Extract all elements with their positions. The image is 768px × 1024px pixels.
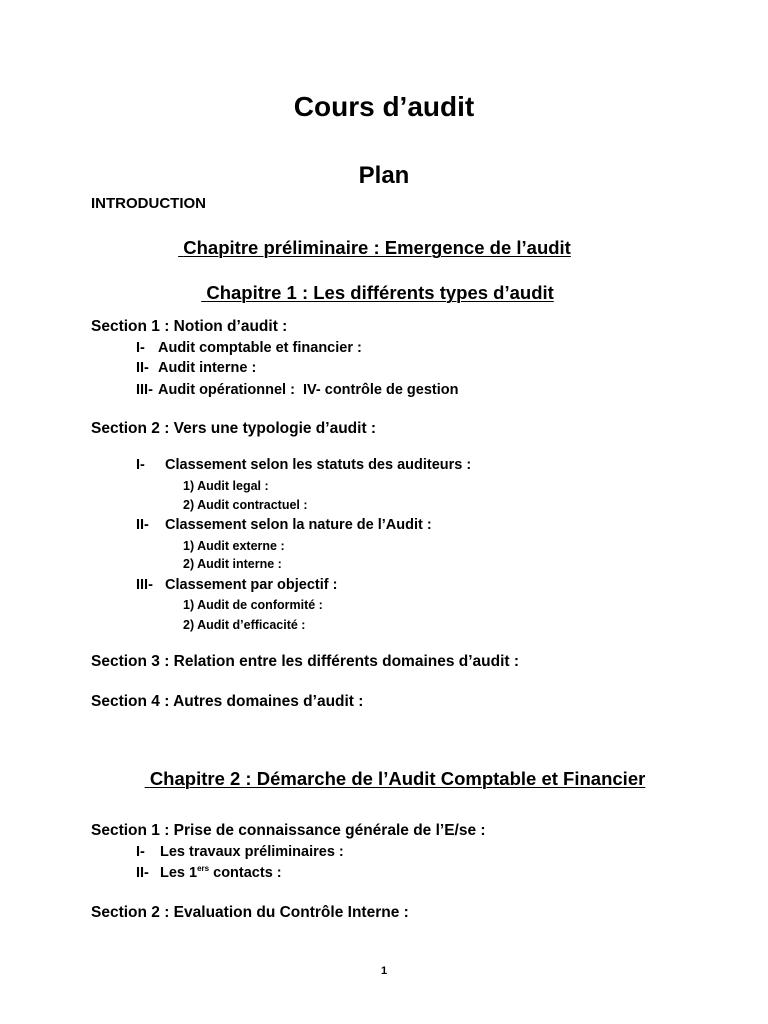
chapter-preliminary-heading bbox=[0, 237, 749, 259]
section-heading: Section 2 : Vers une typologie d’audit : bbox=[91, 420, 377, 437]
sub-list-item: 1) Audit legal : bbox=[183, 479, 269, 493]
plan-heading: Plan bbox=[358, 162, 410, 189]
list-item-text-after: contacts : bbox=[209, 865, 282, 881]
section-heading: Section 3 : Relation entre les différents domaines d’audit : bbox=[91, 653, 520, 670]
superscript-ordinal: ers bbox=[197, 864, 210, 874]
sub-list-item: 1) Audit de conformité : bbox=[183, 598, 323, 612]
section-heading: Section 1 : Notion d’audit : bbox=[91, 318, 288, 335]
sub-list-item: 2) Audit interne : bbox=[183, 557, 282, 571]
section-heading: Section 1 : Prise de connaissance générale de l’E/se : bbox=[91, 822, 486, 839]
list-item-text: Audit opérationnel : IV- contrôle de gestion bbox=[158, 382, 459, 398]
list-item-text: Audit interne : bbox=[158, 360, 257, 376]
section-heading: Section 2 : Evaluation du Contrôle Interne : bbox=[91, 904, 409, 921]
chapter-preliminary-title: Chapitre préliminaire : Emergence de l’audit bbox=[183, 237, 571, 258]
list-item-text: Les travaux préliminaires : bbox=[160, 844, 344, 860]
sub-list-item: 2) Audit contractuel : bbox=[183, 498, 308, 512]
document-title: Cours d’audit bbox=[293, 91, 475, 122]
list-item-number: I- bbox=[136, 457, 145, 473]
list-item bbox=[136, 360, 256, 377]
list-item-number: II- bbox=[136, 360, 149, 376]
list-item-text: Classement par objectif : bbox=[165, 577, 338, 593]
chapter-2-title: Chapitre 2 : Démarche de l’Audit Comptable et Financier bbox=[149, 768, 646, 789]
list-item-number: I- bbox=[136, 340, 145, 356]
list-item-number: I- bbox=[136, 844, 145, 860]
list-item bbox=[136, 865, 282, 882]
list-item bbox=[136, 340, 362, 357]
list-item-number: III- bbox=[136, 577, 153, 593]
page-number: 1 bbox=[380, 965, 388, 977]
list-item-text: Classement selon les statuts des auditeurs : bbox=[165, 457, 472, 473]
list-item bbox=[136, 457, 471, 474]
section-heading: Section 4 : Autres domaines d’audit : bbox=[91, 693, 364, 710]
chapter-1-title: Chapitre 1 : Les différents types d’audit bbox=[206, 282, 554, 303]
list-item-number: II- bbox=[136, 517, 149, 533]
list-item-number: III- bbox=[136, 382, 153, 398]
list-item-text-before: Les 1 bbox=[160, 865, 198, 881]
list-item bbox=[136, 844, 344, 861]
sub-list-item: 1) Audit externe : bbox=[183, 539, 285, 553]
list-item bbox=[136, 577, 337, 594]
sub-list-item: 2) Audit d’efficacité : bbox=[183, 618, 306, 632]
list-item-text: Classement selon la nature de l’Audit : bbox=[165, 517, 432, 533]
list-item-text: Audit comptable et financier : bbox=[158, 340, 362, 356]
introduction-heading: INTRODUCTION bbox=[91, 195, 206, 212]
list-item bbox=[136, 517, 432, 534]
chapter-2-heading bbox=[22, 768, 768, 790]
list-item bbox=[136, 382, 459, 399]
chapter-1-heading bbox=[0, 282, 755, 304]
list-item-text bbox=[160, 865, 282, 882]
list-item-number: II- bbox=[136, 865, 149, 881]
